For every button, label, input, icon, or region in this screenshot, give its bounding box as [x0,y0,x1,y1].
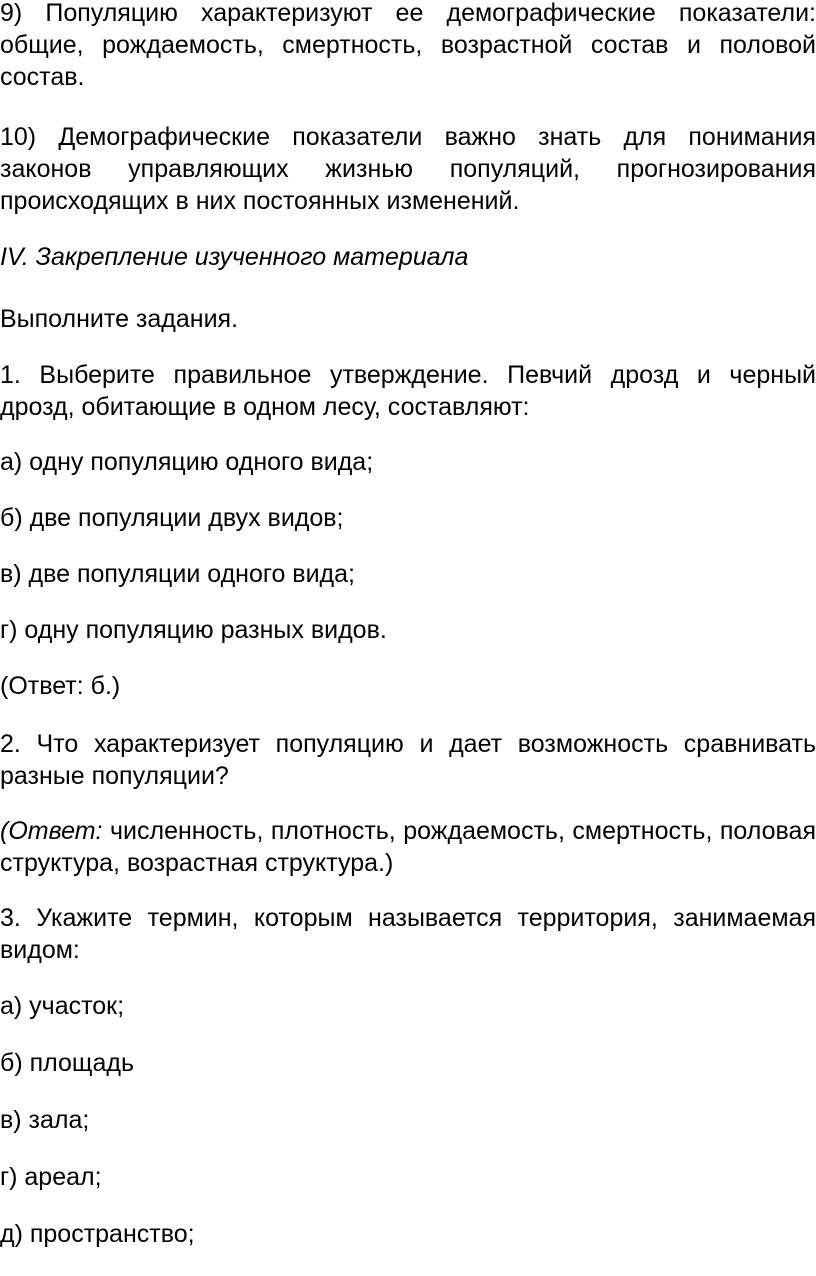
task-1-question: 1. Выберите правильное утверждение. Певчий дрозд и черный дрозд, обитающие в одном лесу, составляют: [0,361,816,421]
task-1-option-b: б) две популяции двух видов; [0,504,344,532]
task-1-option-d: г) одну популяцию разных видов. [0,616,387,644]
instruction-text: Выполните задания. [0,305,239,333]
task-3-option-c: в) зала; [0,1106,90,1134]
task-1-option-c: в) две популяции одного вида; [0,560,355,588]
task-3-option-d: г) ареал; [0,1163,102,1191]
task-2-answer [0,815,816,879]
paragraph-9: 9) Популяцию характеризуют ее демографические показатели: общие, рождаемость, смертность, возрастной состав и половой состав. [0,0,816,91]
task-2-question: 2. Что характеризует популяцию и дает возможность сравнивать разные популяции? [0,730,816,790]
task-3-option-e: д) пространство; [0,1220,195,1248]
task-1-option-a: а) одну популяцию одного вида; [0,448,374,476]
task-3-option-a: а) участок; [0,992,125,1020]
task-1-answer: (Ответ: б.) [0,672,121,700]
task-2-answer-prefix: (Ответ: [0,817,103,845]
task-2-answer-body: численность, плотность, рождаемость, смертность, половая структура, возрастная структура.) [0,817,816,877]
paragraph-10: 10) Демографические показатели важно знать для понимания законов управляющих жизнью популяций, прогнозирования происходящих в них постоянных изменений. [0,123,816,215]
task-3-option-b: б) площадь [0,1049,134,1077]
task-3-question: 3. Укажите термин, которым называется территория, занимаемая видом: [0,904,816,964]
section-heading: IV. Закрепление изученного материала [0,243,469,271]
